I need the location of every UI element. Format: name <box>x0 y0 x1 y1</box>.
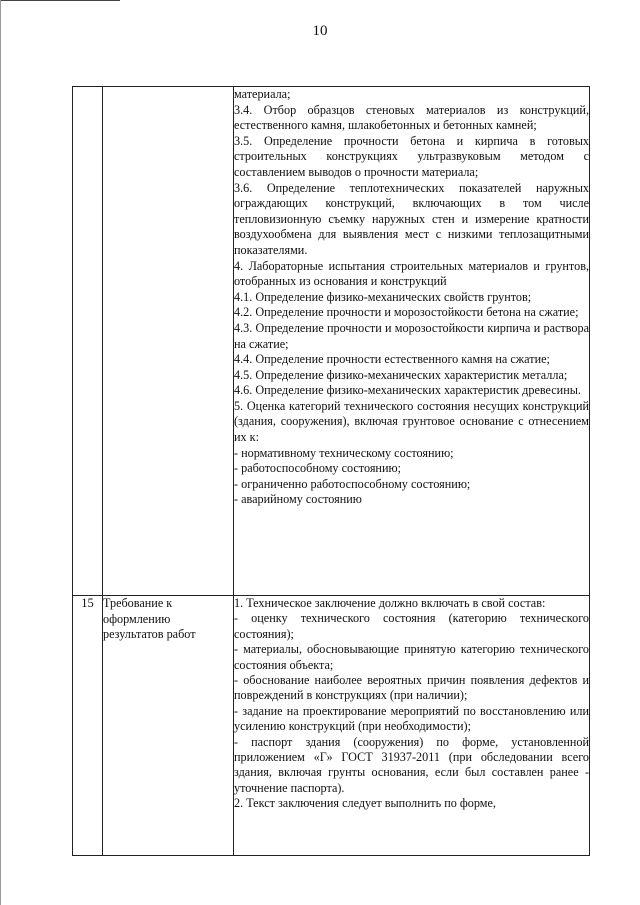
content-line: 2. Текст заключения следует выполнить по форме, <box>234 796 496 811</box>
content-line: - аварийному состоянию <box>234 492 362 507</box>
content-line: 4.2. Определение прочности и морозостойкости бетона на сжатие; <box>234 305 579 320</box>
row-content-cell <box>234 87 590 596</box>
content-line: 4.5. Определение физико-механических характеристик металла; <box>234 367 568 382</box>
requirements-table <box>72 86 590 856</box>
content-line: 4.1. Определение физико-механических свойств грунтов; <box>234 289 532 304</box>
content-line: - оценку технического состояния (категорию технического состояния); <box>234 611 589 641</box>
label-line: оформлению <box>103 611 171 626</box>
page-number: 10 <box>312 23 328 39</box>
content-line: - обоснование наиболее вероятных причин появления дефектов и повреждений в конструкциях (при наличии); <box>234 673 589 703</box>
table-row <box>73 596 590 856</box>
content-line: - нормативному техническому состоянию; <box>234 445 454 460</box>
content-line: 4.3. Определение прочности и морозостойкости кирпича и раствора на сжатие; <box>234 320 589 351</box>
left-edge-line <box>0 0 1 905</box>
content-line: - паспорт здания (сооружения) по форме, установленной приложением «Г» ГОСТ 31937-2011 (при обследовании всего здания, включая грунты основания, если был составлен ранее - уточнение паспорта). <box>234 734 589 795</box>
content-line: - работоспособному состоянию; <box>234 461 401 476</box>
content-line: 4. Лабораторные испытания строительных материалов и грунтов, отобранных из основания и конструкций <box>234 258 589 289</box>
content-line: - задание на проектирование мероприятий по восстановлению или усилению конструкций (при необходимости); <box>234 703 589 734</box>
content-line: - материалы, обосновывающие принятую категорию технического состояния объекта; <box>234 642 589 672</box>
row-number-cell: 15 <box>73 596 103 856</box>
content-line: 3.6. Определение теплотехнических показателей наружных ограждающих конструкций, включающих в том числе тепловизионную съемку наружных стен и измерение кратности воздухообмена для выявления мест с низкими теплозащитными показателями. <box>234 180 589 257</box>
row-number-cell <box>73 87 103 596</box>
label-line: Требование к <box>103 596 173 610</box>
content-line: 1. Техническое заключение должно включать в свой состав: <box>234 596 546 610</box>
content-line: материала; <box>234 87 291 101</box>
label-line: результатов работ <box>103 627 196 642</box>
row-label-cell <box>103 87 234 596</box>
content-line: - ограниченно работоспособному состоянию; <box>234 476 471 491</box>
content-line: 4.4. Определение прочности естественного камня на сжатие; <box>234 352 550 367</box>
content-line: 3.4. Отбор образцов стеновых материалов из конструкций, естественного камня, шлакобетонных и бетонных камней; <box>234 102 589 133</box>
content-line: 4.6. Определение физико-механических характеристик древесины. <box>234 383 581 398</box>
table-row <box>73 87 590 596</box>
content-line: 3.5. Определение прочности бетона и кирпича в готовых строительных конструкциях ультразвуковым методом с составлением выводов о прочности материала; <box>234 133 589 179</box>
top-edge-line <box>0 0 120 1</box>
row-content-cell <box>234 596 590 856</box>
row-label-cell <box>103 596 234 856</box>
content-line: 5. Оценка категорий технического состояния несущих конструкций (здания, сооружения), включая грунтовое основание с отнесением их к: <box>234 398 589 445</box>
